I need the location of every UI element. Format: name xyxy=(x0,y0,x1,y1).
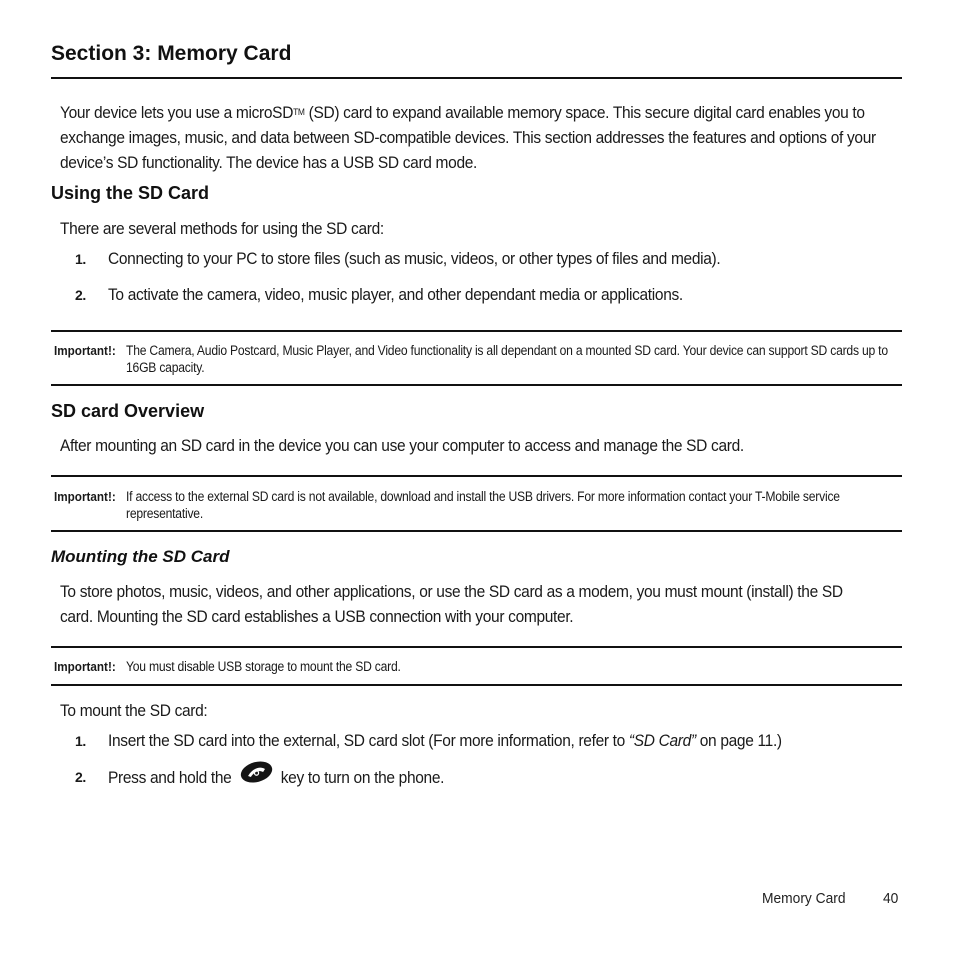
important-note xyxy=(51,475,902,532)
footer-page-number: 40 xyxy=(883,890,899,907)
important-text: The Camera, Audio Postcard, Music Player, and Video functionality is all dependant on a mounted SD card. Your device can support SD cards up to 16GB capacity. xyxy=(126,343,888,375)
heading-mounting-sd-card: Mounting the SD Card xyxy=(51,547,230,566)
important-text: You must disable USB storage to mount the SD card. xyxy=(126,659,401,674)
overview-paragraph: After mounting an SD card in the device you can use your computer to access and manage the SD card. xyxy=(60,437,744,455)
list-item xyxy=(75,247,954,271)
intro-text-start: Your device lets you use a microSD xyxy=(60,104,294,122)
list-item-number: 2. xyxy=(75,769,86,785)
important-text: If access to the external SD card is not available, download and install the USB drivers. For more information contact your T-Mobile service representative. xyxy=(126,489,840,521)
list-item xyxy=(75,283,954,307)
list-item-text-start: Insert the SD card into the external, SD card slot (For more information, refer to xyxy=(108,732,629,750)
end-power-key-icon xyxy=(239,759,273,792)
list-item-number: 1. xyxy=(75,251,86,267)
important-note xyxy=(51,330,902,386)
trademark-mark: TM xyxy=(293,107,305,117)
title-rule xyxy=(51,77,902,79)
section-title: Section 3: Memory Card xyxy=(51,42,292,65)
list-item-number: 1. xyxy=(75,733,86,749)
heading-sd-card-overview: SD card Overview xyxy=(51,401,205,421)
list-item-text-end: on page 11.) xyxy=(695,732,782,750)
list-item xyxy=(75,729,954,753)
intro-text-rest: (SD) card to expand available memory space. This secure digital card enables you to exchange images, music, and data between SD-compatible devices. This section addresses the features and options of your device’s SD functionality. The device has a USB SD card mode. xyxy=(60,104,876,172)
cross-reference-link[interactable]: “SD Card” xyxy=(628,732,696,750)
important-note xyxy=(51,646,902,686)
list-item-number: 2. xyxy=(75,287,86,303)
heading-using-sd-card: Using the SD Card xyxy=(51,183,210,203)
list-item-text: Connecting to your PC to store files (such as music, videos, or other types of files and media). xyxy=(108,250,721,268)
important-label: Important!: xyxy=(54,343,116,358)
mounting-paragraph: To store photos, music, videos, and other applications, or use the SD card as a modem, you must mount (install) the SD card. Mounting the SD card establishes a USB connection with your computer. xyxy=(60,583,843,626)
mount-lead: To mount the SD card: xyxy=(60,702,208,720)
list-item-text xyxy=(108,765,444,792)
list-item-text-start: Press and hold the xyxy=(108,768,236,787)
list-item-text-end: key to turn on the phone. xyxy=(276,768,445,787)
intro-paragraph xyxy=(60,100,897,176)
using-lead: There are several methods for using the SD card: xyxy=(60,220,384,238)
important-label: Important!: xyxy=(54,489,116,504)
list-item xyxy=(75,765,954,789)
important-label: Important!: xyxy=(54,659,116,674)
footer-section-name: Memory Card xyxy=(762,890,846,907)
list-item-text xyxy=(108,729,782,753)
list-item-text: To activate the camera, video, music player, and other dependant media or applications. xyxy=(108,286,683,304)
